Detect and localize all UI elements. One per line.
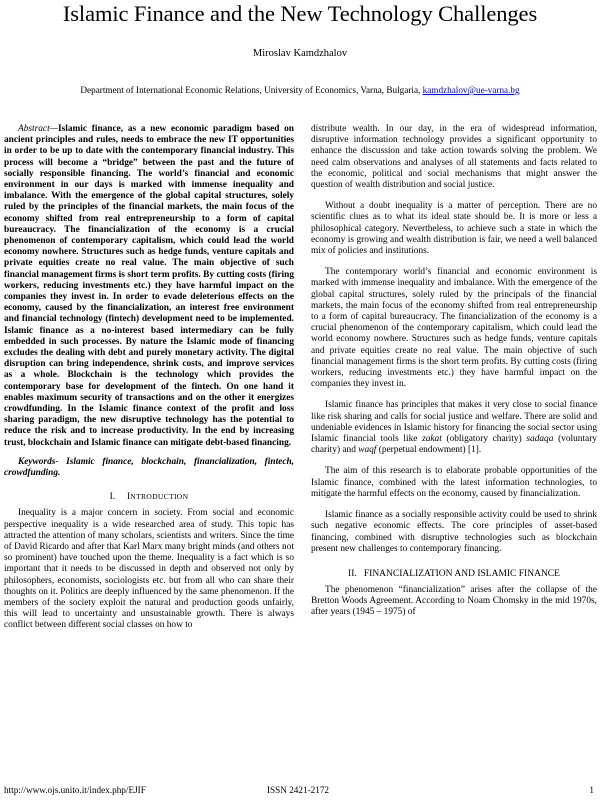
section-title-initial: I [127,492,131,503]
paper-title: Islamic Finance and the New Technology Challenges [62,1,538,26]
section-title-rest: NTRODUCTION [130,492,189,502]
p4-text-d: (perpetual endowment) [1]. [376,445,482,456]
body-paragraph-7: The phenomenon “financialization” arises after the collapse of the Bretton Woods Agreement. According to Noam Chomsky in the mid 1970s, after years (1945 – 1975) of [311,584,597,618]
abstract [4,124,294,449]
body-paragraph-1: distribute wealth. In our day, in the era of widespread information, disruptive information technology provides a significant opportunity to enhance the discussion and take action towards solving the problem. We need calm observations and analyses of all statements and facts related to the economic, political and social mechanisms that might answer the question of wealth distribution and social justice. [311,124,597,191]
p4-text-c: (voluntary charity) and [311,434,597,456]
section-heading-financialization [311,568,597,580]
body-paragraph-3: The contemporary world’s financial and economic environment is marked with immense inequality and imbalance. With the emergence of the global capital structures, solely ruled by the principals of the financial markets, the main focus of the economy shifted from real entrepreneurship to a form of capital bureaucracy. The financialization of the economy is a crucial phenomenon of the contemporary capitalism, which could lead the world economy nowhere. Structures such as hedge funds, venture capitals and private equities create no real value. The main objective of such financial management firms is the short term profits. By cutting costs (firing workers, reducing investments etc.) they have harmful impact on the companies they invest in. [311,267,597,390]
author-email-link[interactable]: kamdzhalov@ue-varna.bg [422,85,520,95]
keywords-label: Keywords- [18,456,59,467]
term-zakat: zakat [422,434,442,445]
author-name: Miroslav Kamdzhalov [252,48,348,59]
page-number: 1 [589,785,594,795]
right-column [311,124,597,619]
affiliation-text: Department of International Economic Relations, University of Economics, Varna, Bulgaria, [80,85,423,95]
p4-text-b: (obligatory charity) [441,434,527,445]
body-paragraph-6: Islamic finance as a socially responsible activity could be used to shrink such negative economic effects. The core principles of asset-based financing, combined with disruptive technologies such as blockchain present new challenges to contemporary financing. [311,510,597,554]
keywords [4,457,294,479]
issn: ISSN 2421-2172 [267,785,330,795]
abstract-text: Islamic finance, as a new economic paradigm based on ancient principles and rules, needs to embrace the new IT opportunities in order to be up to date with the contemporary financial industry. This process will become a “bridge” between the past and the future of socially responsible financing. The world’s financial and economic environment in our days is marked with immense inequality and imbalance. With the emergence of the global capital structures, solely ruled by the principles of the financial markets, the main focus of the economy shifted from real entrepreneurship to a form of capital bureaucracy. The financialization of the economy is a crucial phenomenon of contemporary capitalism, which could lead the world economy nowhere. Structures such as hedge funds, venture capitals and private equities create no real value. The main objective of such financial management firms is short term profits. By cutting costs (firing workers, reducing investments etc.) they have harmful impact on the companies they invest in. In order to evade deleterious effects on the economy, caused by the financialization, an interest free environment and financial technology (fintech) development need to be implemented. Islamic finance as a no-interest based intermediary can be fully embedded in such processes. By nature the Islamic mode of financing excludes the dealing with debt and purely monetary activity. The digital disruption can bring independence, shrink costs, and improve services as a whole. Blockchain is the technology which provides the contemporary base for development of the fintech. On one hand it enables maximum security of transactions and on the other it energizes crowdfunding. In the Islamic finance context of the profit and loss sharing paradigm, the new disruptive technology has the potential to reduce the risk and to increase productivity. In the end by increasing trust, blockchain and Islamic finance can mitigate debt-based financing. [4,124,294,448]
term-waqf: waqf [358,445,377,456]
journal-url-link[interactable]: http://www.ojs.unito.it/index.php/EJIF [4,785,146,795]
term-sadaqa: sadaqa [526,434,554,445]
section2-number: II. [348,568,357,579]
section2-title: FINANCIALIZATION AND ISLAMIC FINANCE [363,568,560,579]
left-column [4,124,294,632]
section-number: I. [109,492,116,503]
keywords-text: Islamic finance, blockchain, financialization, fintech, crowdfunding. [4,456,294,479]
body-paragraph-4 [311,400,597,456]
affiliation [0,84,600,96]
intro-paragraph: Inequality is a major concern in society. From social and economic perspective inequality is a wide researched area of study. This topic has attracted the attention of many scholars, scientists and writers. Since the time of David Ricardo and after that Karl Marx many bright minds (and others not so prominent) have touched upon the theme. Inequality is a fact which is so important that it needs to be discussed in depth and observed not only by philosophers, economists, sociologists etc. but from all who can share their thoughts on it. Politics are deeply influenced by the same phenomenon. If the members of the society exploit the natural and production goods unfairly, this will lead to uncertainty and unsustainable growth. There is always conflict between different social classes on how to [4,508,294,631]
abstract-label: Abstract— [18,124,58,134]
p4-text-a: Islamic finance has principles that makes it very close to social finance like risk sharing and calls for social justice and welfare. There are solid and undeniable evidences in Islamic history for financing the social sector using Islamic financial tools like [311,400,597,445]
body-paragraph-2: Without a doubt inequality is a matter of perception. There are no scientific clues as to what its ideal state should be. It is more or less a philosophical category. Nevertheless, to achieve such a state in which the economy is growing and wealth distribution is fair, we need a well balanced mix of policies and institutions. [311,201,597,257]
body-paragraph-5: The aim of this research is to elaborate probable opportunities of the Islamic finance, combined with the latest information technologies, to mitigate the harmful effects on the economy, caused by financialization. [311,466,597,499]
section-heading-introduction [4,491,294,503]
